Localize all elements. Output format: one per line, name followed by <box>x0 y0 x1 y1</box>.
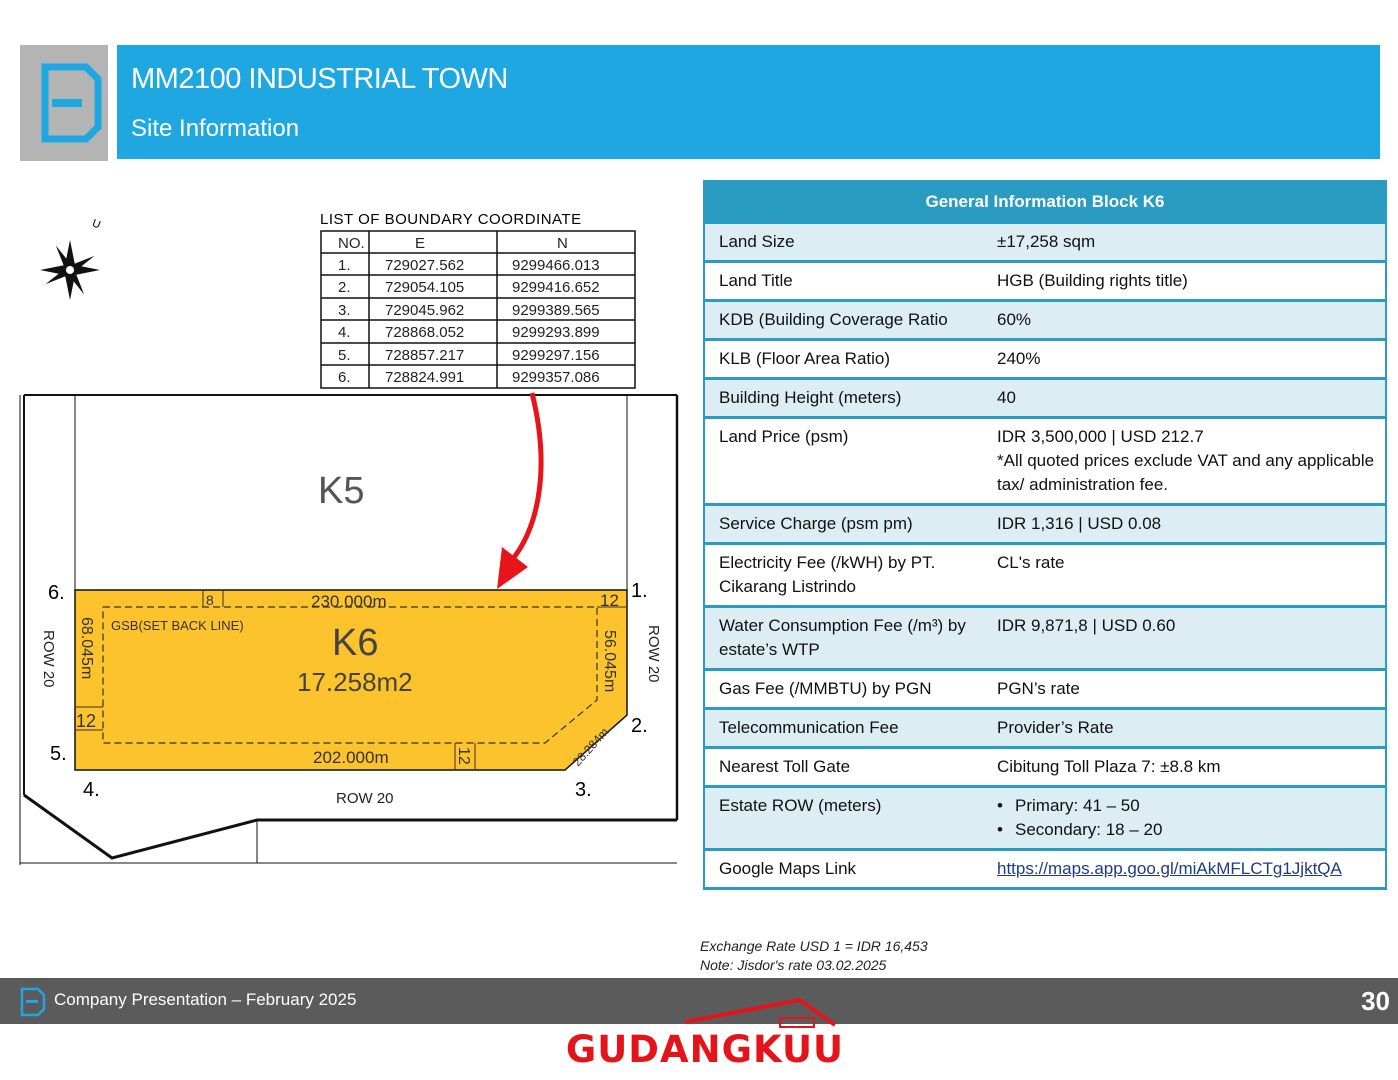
setback-label: GSB(SET BACK LINE) <box>111 618 244 633</box>
row-primary: • Primary: 41 – 50 <box>997 794 1377 818</box>
watermark-text: GUDANGKUU <box>565 1028 845 1071</box>
info-label: Land Size <box>704 223 983 262</box>
info-value: IDR 9,871,8 | USD 0.60 <box>983 607 1386 670</box>
coord-no: 3. <box>338 302 351 319</box>
coord-no: 1. <box>338 257 351 274</box>
table-row <box>704 787 1386 850</box>
info-value: Provider’s Rate <box>983 709 1386 748</box>
table-row <box>704 223 1386 262</box>
coord-e: 728857.217 <box>385 347 465 364</box>
row-secondary: • Secondary: 18 – 20 <box>997 818 1377 842</box>
info-value: Cibitung Toll Plaza 7: ±8.8 km <box>983 748 1386 787</box>
row-bottom-label: ROW 20 <box>336 790 394 807</box>
coord-n: 9299297.156 <box>512 347 600 364</box>
setback-12-top-label: 12 <box>600 591 619 610</box>
google-maps-link[interactable]: https://maps.app.goo.gl/miAkMFLCTg1JjktQA <box>997 859 1342 878</box>
point-3-label: 3. <box>575 779 592 801</box>
exchange-rate-note: Exchange Rate USD 1 = IDR 16,453 <box>700 938 928 954</box>
info-value: 60% <box>983 301 1386 340</box>
table-row <box>704 850 1386 889</box>
land-price-value: IDR 3,500,000 | USD 212.7 <box>997 427 1204 446</box>
point-1-label: 1. <box>631 580 648 602</box>
info-value: HGB (Building rights title) <box>983 262 1386 301</box>
info-label: KLB (Floor Area Ratio) <box>704 340 983 379</box>
land-price-note: *All quoted prices exclude VAT and any applicable tax/ administration fee. <box>997 451 1375 494</box>
info-value: ±17,258 sqm <box>983 223 1386 262</box>
row-bullet-list <box>997 794 1377 842</box>
coord-table-cells <box>338 235 600 386</box>
coord-header-e: E <box>415 235 426 252</box>
top-length-label: 230.000m <box>311 592 387 611</box>
table-row <box>704 607 1386 670</box>
coord-n: 9299293.899 <box>512 324 600 341</box>
table-row <box>704 379 1386 418</box>
compass-letter: U <box>90 217 103 232</box>
coord-header-n: N <box>557 235 568 252</box>
info-label: Google Maps Link <box>704 850 983 889</box>
table-row <box>704 670 1386 709</box>
info-label: Electricity Fee (/kWH) by PT. Cikarang Listrindo <box>704 544 983 607</box>
info-label: Land Title <box>704 262 983 301</box>
page-subtitle: Site Information <box>131 115 300 142</box>
general-info-table <box>703 180 1387 890</box>
page-title: MM2100 INDUSTRIAL TOWN <box>131 63 508 95</box>
info-value: CL's rate <box>983 544 1386 607</box>
info-value: PGN’s rate <box>983 670 1386 709</box>
red-pointer-arrow-icon <box>497 393 541 589</box>
coord-n: 9299416.652 <box>512 279 600 296</box>
info-value <box>983 418 1386 505</box>
coord-e: 729054.105 <box>385 279 465 296</box>
coord-no: 5. <box>338 347 351 364</box>
info-label: Service Charge (psm pm) <box>704 505 983 544</box>
left-length-label: 68.045m <box>78 617 95 680</box>
coord-n: 9299357.086 <box>512 369 600 386</box>
info-label: Water Consumption Fee (/m³) by estate’s WTP <box>704 607 983 670</box>
header-banner <box>117 45 1380 159</box>
info-value: IDR 1,316 | USD 0.08 <box>983 505 1386 544</box>
coord-e: 729045.962 <box>385 302 465 319</box>
setback-8-label: 8 <box>206 592 214 608</box>
exchange-notes <box>700 937 928 975</box>
info-value <box>983 850 1386 889</box>
info-value: 240% <box>983 340 1386 379</box>
info-label: KDB (Building Coverage Ratio <box>704 301 983 340</box>
info-label: Estate ROW (meters) <box>704 787 983 850</box>
coord-no: 2. <box>338 279 351 296</box>
table-row <box>704 340 1386 379</box>
table-row <box>704 262 1386 301</box>
coord-n: 9299466.013 <box>512 257 600 274</box>
point-6-label: 6. <box>48 582 65 604</box>
setback-12-left-label: 12 <box>76 711 97 731</box>
gudangkuu-watermark <box>560 998 850 1078</box>
coord-no: 6. <box>338 369 351 386</box>
info-label: Nearest Toll Gate <box>704 748 983 787</box>
point-2-label: 2. <box>631 715 648 737</box>
footer-text: Company Presentation – February 2025 <box>54 990 357 1009</box>
company-logo-icon <box>20 45 108 161</box>
info-value <box>983 787 1386 850</box>
jisdor-note: Note: Jisdor's rate 03.02.2025 <box>700 957 887 973</box>
right-length-label: 56.045m <box>601 630 618 693</box>
info-label: Gas Fee (/MMBTU) by PGN <box>704 670 983 709</box>
coord-e: 728868.052 <box>385 324 465 341</box>
block-k6-area-label: 17.258m2 <box>297 667 413 697</box>
info-label: Telecommunication Fee <box>704 709 983 748</box>
coord-table-title: LIST OF BOUNDARY COORDINATE <box>320 211 582 228</box>
block-k6-label: K6 <box>332 622 379 664</box>
coord-header-no: NO. <box>338 235 365 252</box>
coord-e: 729027.562 <box>385 257 465 274</box>
table-row <box>704 748 1386 787</box>
coord-n: 9299389.565 <box>512 302 600 319</box>
setback-12-bottom-label: 12 <box>455 747 472 765</box>
info-table-title: General Information Block K6 <box>704 181 1386 223</box>
table-row <box>704 544 1386 607</box>
site-plan-drawing <box>0 175 690 875</box>
block-k5-label: K5 <box>318 470 365 512</box>
row-right-label: ROW 20 <box>645 625 662 683</box>
info-value: 40 <box>983 379 1386 418</box>
footer-logo-icon <box>20 987 46 1017</box>
coord-no: 4. <box>338 324 351 341</box>
info-label: Building Height (meters) <box>704 379 983 418</box>
table-row <box>704 709 1386 748</box>
table-row <box>704 418 1386 505</box>
diagonal-length-label: 28.284m <box>569 724 612 770</box>
north-arrow-icon <box>40 240 100 300</box>
point-4-label: 4. <box>83 779 100 801</box>
row-left-label: ROW 20 <box>40 630 57 688</box>
info-label: Land Price (psm) <box>704 418 983 505</box>
table-row <box>704 505 1386 544</box>
point-5-label: 5. <box>50 743 67 765</box>
page-number: 30 <box>1361 986 1390 1016</box>
company-logo <box>20 45 108 161</box>
table-row <box>704 301 1386 340</box>
coord-e: 728824.991 <box>385 369 465 386</box>
bottom-length-label: 202.000m <box>313 748 389 767</box>
